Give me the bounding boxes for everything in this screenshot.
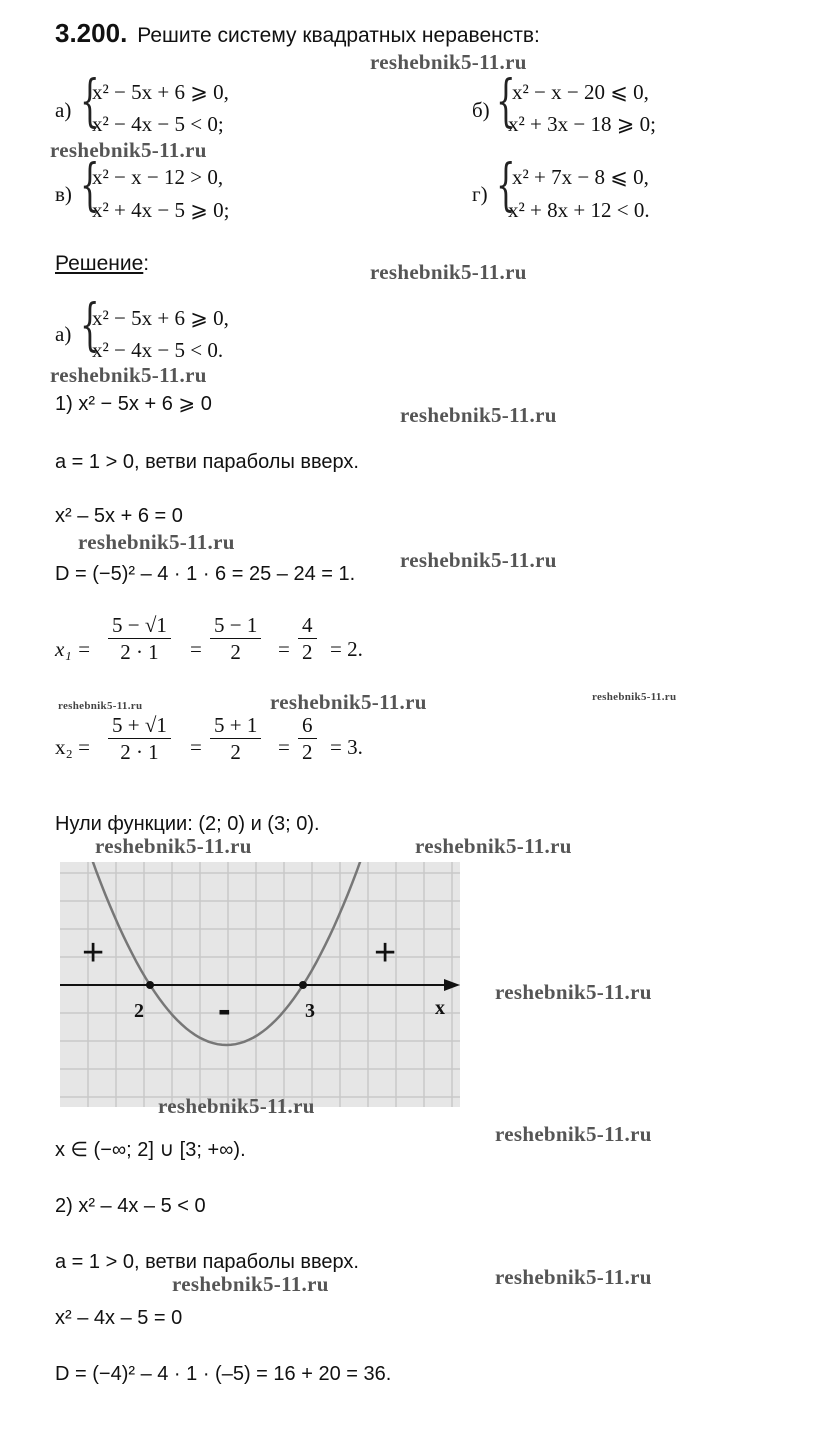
- step2-discriminant: D = (−4)² – 4 · 1 · (–5) = 16 + 20 = 36.: [55, 1363, 392, 1385]
- x2-fraction-1: 5 + √1 2 · 1: [108, 712, 171, 765]
- system-b-label: б): [472, 98, 490, 122]
- x2-fraction-2: 5 + 1 2: [210, 712, 261, 765]
- system-v-label: в): [55, 182, 72, 206]
- brace-icon: {: [80, 153, 100, 218]
- brace-icon: {: [80, 293, 100, 358]
- system-g-line1: x² + 7x − 8 ⩽ 0,: [512, 165, 649, 189]
- x1-result: = 2.: [330, 637, 363, 661]
- x2-result: = 3.: [330, 735, 363, 759]
- watermark: reshebnik5-11.ru: [50, 363, 207, 387]
- brace-icon: {: [496, 69, 516, 134]
- watermark: reshebnik5-11.ru: [50, 138, 207, 162]
- system-a-line2: x² − 4x − 5 < 0;: [92, 112, 224, 136]
- system-a-line1: x² − 5x + 6 ⩾ 0,: [92, 80, 229, 104]
- solution-system-line1: x² − 5x + 6 ⩾ 0,: [92, 306, 229, 330]
- parabola-graph: [60, 862, 460, 1107]
- system-b-line1: x² − x − 20 ⩽ 0,: [512, 80, 649, 104]
- watermark: reshebnik5-11.ru: [95, 834, 252, 858]
- system-g-line2: x² + 8x + 12 < 0.: [508, 198, 650, 222]
- solution-heading: Решение:: [55, 252, 150, 275]
- step1-title: 1) x² − 5x + 6 ⩾ 0: [55, 393, 212, 415]
- watermark: reshebnik5-11.ru: [158, 1094, 315, 1118]
- watermark: reshebnik5-11.ru: [495, 980, 652, 1004]
- answer-step1: x ∈ (−∞; 2] ∪ [3; +∞).: [55, 1139, 246, 1161]
- system-v-line2: x² + 4x − 5 ⩾ 0;: [92, 198, 230, 222]
- solution-system-label: а): [55, 322, 72, 346]
- plus-left-sign: +: [82, 932, 105, 974]
- root-label-3: 3: [305, 1000, 315, 1022]
- watermark: reshebnik5-11.ru: [370, 260, 527, 284]
- watermark: reshebnik5-11.ru: [270, 690, 427, 714]
- x2-equals: =: [278, 735, 290, 759]
- step1-equation: x² – 5x + 6 = 0: [55, 505, 183, 527]
- watermark: reshebnik5-11.ru: [400, 548, 557, 572]
- step1-discriminant: D = (−5)² – 4 · 1 · 6 = 25 – 24 = 1.: [55, 563, 356, 585]
- plus-right-sign: +: [374, 932, 397, 974]
- problem-header: [55, 18, 540, 49]
- system-g-label: г): [472, 182, 488, 206]
- x2-lhs: x₂ =: [55, 735, 90, 759]
- x1-equals: =: [278, 637, 290, 661]
- watermark: reshebnik5-11.ru: [400, 403, 557, 427]
- step2-equation: x² – 4x – 5 = 0: [55, 1307, 183, 1329]
- problem-statement: Решите систему квадратных неравенств:: [137, 24, 540, 47]
- x1-fraction-3: 4 2: [298, 612, 317, 665]
- solution-system-line2: x² − 4x − 5 < 0.: [92, 338, 224, 362]
- watermark: reshebnik5-11.ru: [495, 1122, 652, 1146]
- watermark: reshebnik5-11.ru: [58, 700, 143, 712]
- minus-sign: -: [218, 989, 231, 1031]
- watermark: reshebnik5-11.ru: [415, 834, 572, 858]
- watermark: reshebnik5-11.ru: [495, 1265, 652, 1289]
- watermark: reshebnik5-11.ru: [172, 1272, 329, 1296]
- system-v-line1: x² − x − 12 > 0,: [92, 165, 224, 189]
- root-label-2: 2: [134, 1000, 144, 1022]
- x1-fraction-2: 5 − 1 2: [210, 612, 261, 665]
- function-zeros: Нули функции: (2; 0) и (3; 0).: [55, 813, 320, 835]
- x1-fraction-1: 5 − √1 2 · 1: [108, 612, 171, 665]
- x2-fraction-3: 6 2: [298, 712, 317, 765]
- x1-equals: =: [190, 637, 202, 661]
- brace-icon: {: [80, 69, 100, 134]
- root-point: [299, 981, 307, 989]
- x1-lhs: x₁ =: [55, 637, 92, 661]
- watermark: reshebnik5-11.ru: [370, 50, 527, 74]
- system-a-label: а): [55, 98, 72, 122]
- root-point: [146, 981, 154, 989]
- watermark: reshebnik5-11.ru: [78, 530, 235, 554]
- step1-coefficient: a = 1 > 0, ветви параболы вверх.: [55, 451, 359, 473]
- problem-number: 3.200.: [55, 18, 128, 48]
- x-axis-label: x: [435, 997, 445, 1019]
- x2-equals: =: [190, 735, 202, 759]
- brace-icon: {: [496, 153, 516, 218]
- step2-title: 2) x² – 4x – 5 < 0: [55, 1195, 206, 1217]
- watermark: reshebnik5-11.ru: [592, 691, 677, 703]
- step2-coefficient: a = 1 > 0, ветви параболы вверх.: [55, 1251, 359, 1273]
- system-b-line2: x² + 3x − 18 ⩾ 0;: [508, 112, 656, 136]
